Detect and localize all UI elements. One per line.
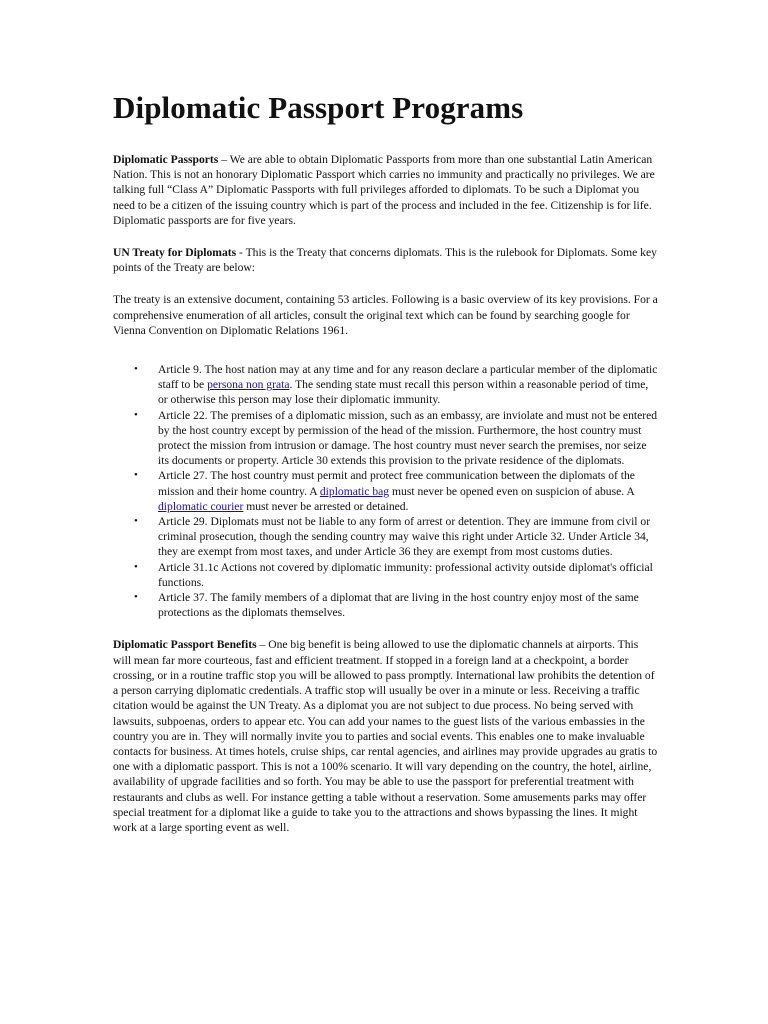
benefits-body: – One big benefit is being allowed to use the diplomatic channels at airports. This will mean far more courteous, fast and efficient treatment. If stopped in a foreign land at a checkpoint, a border crossing, or in a routine traffic stop you will be allowed to pass promptly. International law prohibits the detention of a person carrying diplomatic credentials. A traffic stop will usually be over in a minute or less. Receiving a traffic citation would be against the UN Treaty. As a diplomat you are not subject to due process. No being served with lawsuits, subpoenas, orders to appear etc. You can add your names to the guest lists of the various embassies in the country you are in. They will normally invite you to parties and social events. This enables one to make invaluable contacts for business. At times hotels, cruise ships, car rental agencies, and airlines may provide upgrades au gratis to one with a diplomatic passport. This is not a 100% scenario. It will vary depending on the country, the hotel, airline, availability of upgrade facilities and so forth. You may be able to use the passport for preferential treatment with restaurants and clubs as well. For instance getting a table without a reservation. Some amusements parks may offer special treatment for a diplomat like a guide to take you to the attractions and shows bypassing the lines. It might work at a large sporting event as well. <box>113 638 658 834</box>
article-37-text: Article 37. The family members of a diplomat that are living in the host country enjoy most of the same protections as the diplomats themselves. <box>158 591 639 620</box>
benefits-heading: Diplomatic Passport Benefits <box>113 638 257 652</box>
bullet-icon: • <box>134 515 138 528</box>
article-29-text: Article 29. Diplomats must not be liable to any form of arrest or detention. They are immune from civil or criminal prosecution, though the sending country may waive this right under Article 32. Under Article 34, they are exempt from most taxes, and under Article 36 they are exempt from most customs duties. <box>158 515 651 559</box>
treaty-heading: UN Treaty for Diplomats <box>113 246 237 260</box>
article-27-text-middle: must never be opened even on suspicion of abuse. A <box>389 484 635 498</box>
bullet-icon: • <box>134 408 138 421</box>
list-item-article-31 <box>134 560 658 590</box>
bullet-icon: • <box>134 363 138 376</box>
list-item-article-29 <box>134 514 658 560</box>
benefits-paragraph <box>113 637 658 835</box>
passports-paragraph <box>113 152 658 228</box>
persona-non-grata-link[interactable]: persona non grata <box>207 378 290 392</box>
article-22-text: Article 22. The premises of a diplomatic mission, such as an embassy, are inviolate and must not be entered by the host country except by permission of the head of the mission. Furthermore, the host country must protect the mission from intrusion or damage. The host country must never search the premises, nor seize its documents or property. Article 30 extends this provision to the private residence of the diplomats. <box>158 408 658 468</box>
article-27-text-before: Article 27. The host country must permit and protect free communication between the diplomats of the mission and their home country. A <box>158 469 635 498</box>
bullet-icon: • <box>134 560 138 573</box>
list-item-article-27 <box>134 468 658 514</box>
treaty-body: - This is the Treaty that concerns diplomats. This is the rulebook for Diplomats. Some key points of the Treaty are below: <box>113 246 657 275</box>
passports-body: – We are able to obtain Diplomatic Passports from more than one substantial Latin American Nation. This is not an honorary Diplomatic Passport which carries no immunity and practically no privileges. We are talking full “Class A” Diplomatic Passports with full privileges afforded to diplomats. To be such a Diplomat you need to be a citizen of the issuing country which is part of the process and included in the fee. Citizenship is for life. Diplomatic passports are for five years. <box>113 153 655 227</box>
article-27-text-after: must never be arrested or detained. <box>243 499 409 513</box>
list-item-article-37 <box>134 590 658 620</box>
article-9-text-after: . The sending state must recall this person within a reasonable period of time, or otherwise this person may lose their diplomatic immunity. <box>158 378 649 407</box>
bullet-icon: • <box>134 591 138 604</box>
article-31-text: Article 31.1c Actions not covered by diplomatic immunity: professional activity outside diplomat's official functions. <box>158 560 653 589</box>
diplomatic-courier-link[interactable]: diplomatic courier <box>158 499 244 513</box>
article-9-text-before: Article 9. The host nation may at any time and for any reason declare a particular member of the diplomatic staff to be <box>158 363 658 392</box>
list-item-article-22 <box>134 408 658 469</box>
articles-list <box>113 355 658 620</box>
overview-paragraph: The treaty is an extensive document, containing 53 articles. Following is a basic overview of its key provisions. For a comprehensive enumeration of all articles, consult the original text which can be found by searching google for Vienna Convention on Diplomatic Relations 1961. <box>113 293 658 337</box>
treaty-paragraph <box>113 245 658 275</box>
passports-heading: Diplomatic Passports <box>113 153 219 166</box>
bullet-icon: • <box>134 469 138 482</box>
page-title: Diplomatic Passport Programs <box>113 90 524 125</box>
diplomatic-bag-link[interactable]: diplomatic bag <box>319 484 390 498</box>
list-item-article-9 <box>134 362 658 408</box>
document-page <box>113 88 658 852</box>
